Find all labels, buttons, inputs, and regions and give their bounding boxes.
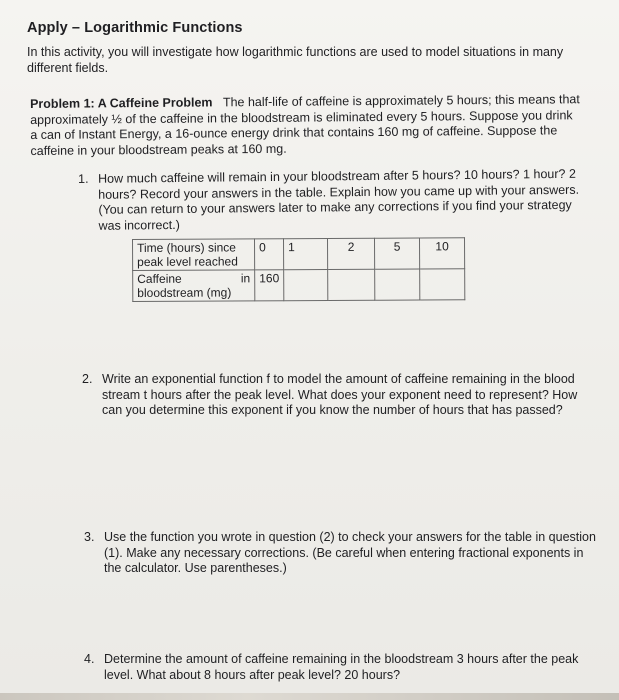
- time-cell-1: 1: [284, 238, 328, 269]
- table-row-caffeine: [133, 269, 465, 302]
- time-cell-10: 10: [420, 238, 465, 269]
- caffeine-value-0: 160: [259, 271, 280, 286]
- question-number: 1.: [78, 171, 89, 186]
- problem-text: The half-life of caffeine is approximately 5 hours; this means that approximately ½ of the caffeine in the bloodstream is eliminated every 5 hours. Suppose you drink a can of Instant Energy, a 16-ounce energy drink that contains 160 mg of caffeine. Suppose the caffeine in your bloodstream peaks at 160 mg.: [30, 92, 580, 158]
- page-bottom-edge: [0, 693, 619, 700]
- caffeine-label-word: Caffeine: [137, 271, 182, 286]
- question-text: Write an exponential function f to model the amount of caffeine remaining in the blood stream t hours after the peak level. What does your exponent need to represent? How can you determine this exponent if you know the number of hours that has passed?: [102, 372, 578, 417]
- question-number: 2.: [82, 372, 93, 386]
- caffeine-cell-0[interactable]: [255, 270, 284, 301]
- problem-heading: Problem 1: A Caffeine Problem: [30, 95, 213, 111]
- caffeine-cell-2[interactable]: [328, 269, 375, 300]
- time-cell-2: 2: [328, 238, 375, 269]
- question-number: 3.: [84, 530, 95, 544]
- question-text: Determine the amount of caffeine remaining in the bloodstream 3 hours after the peak level. What about 8 hours after peak level? 20 hours?: [104, 652, 579, 682]
- row-label-time: Time (hours) since peak level reached: [133, 239, 255, 271]
- problem-paragraph: [30, 92, 583, 159]
- caffeine-cell-10[interactable]: [420, 269, 465, 300]
- table-row-time: [133, 238, 465, 271]
- question-number: 4.: [84, 652, 95, 666]
- question-text: Use the function you wrote in question (2) to check your answers for the table in question (1). Make any necessary corrections. (Be careful when entering fractional exponents in the calculator. Use parentheses.): [104, 530, 596, 575]
- intro-paragraph: In this activity, you will investigate how logarithmic functions are used to model situations in many different fields.: [27, 45, 564, 75]
- caffeine-cell-5[interactable]: [375, 269, 420, 300]
- page-title: Apply – Logarithmic Functions: [27, 20, 243, 36]
- row-label-caffeine: [133, 270, 255, 302]
- time-cell-0: 0: [255, 239, 284, 270]
- caffeine-table: [132, 237, 465, 302]
- question-1: [78, 166, 588, 233]
- time-cell-5: 5: [375, 238, 420, 269]
- caffeine-label-unit: bloodstream (mg): [137, 285, 232, 300]
- question-text: How much caffeine will remain in your bloodstream after 5 hours? 10 hours? 1 hour? 2 hours? Record your answers in the table. Explain how you came up with your answers. (You can return to your answers later to make any corrections if you find your strategy was incorrect.): [97, 166, 580, 233]
- caffeine-label-in: in: [240, 271, 251, 286]
- caffeine-cell-1[interactable]: [284, 269, 328, 300]
